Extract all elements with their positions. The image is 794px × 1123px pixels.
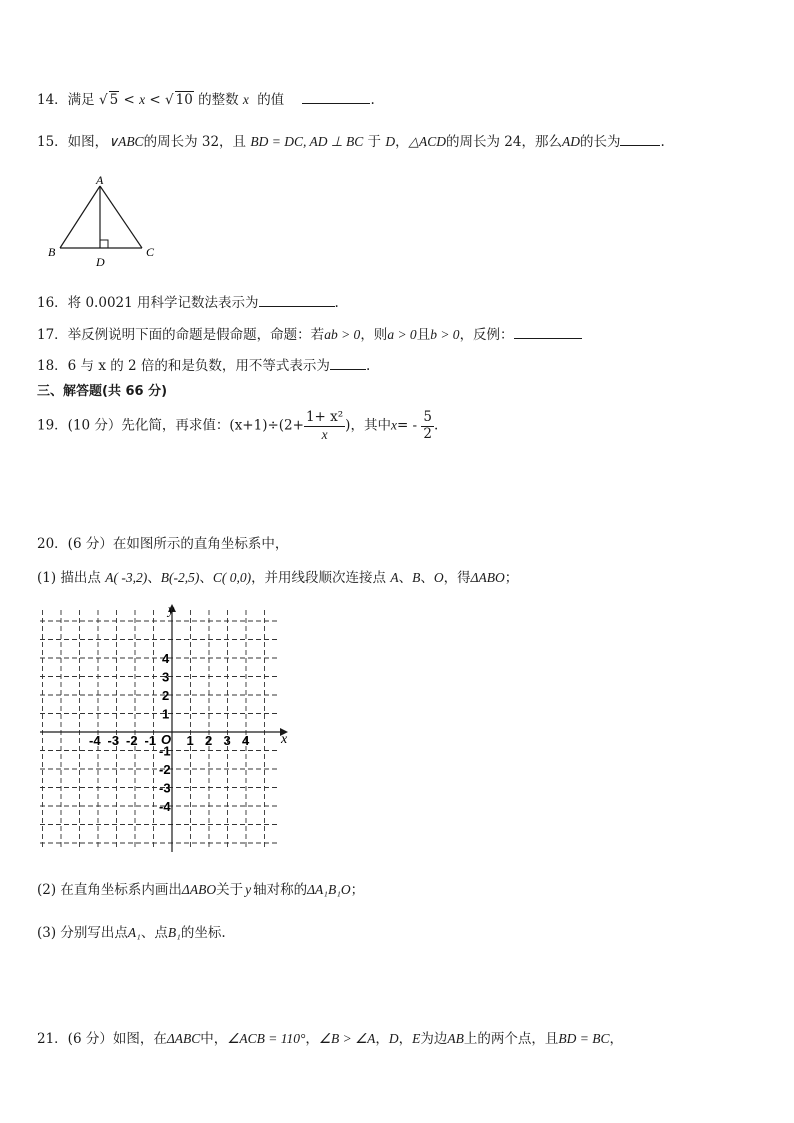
triangle-abo: ΔABO <box>181 882 217 897</box>
q21-text-4: ， <box>398 1031 413 1047</box>
q20-p2-end: ； <box>350 882 365 898</box>
x-tick-label: -1 <box>144 733 157 748</box>
coordinate-grid <box>40 602 295 852</box>
q19-val-num: 5 <box>423 409 433 425</box>
q16-answer-blank[interactable] <box>259 292 335 307</box>
q14-mid: 的整数 <box>198 92 239 108</box>
label-d: D <box>96 255 105 269</box>
label-a: A <box>96 173 104 187</box>
separator: 、 <box>147 570 161 586</box>
y-axis-ref: y <box>245 882 252 897</box>
q20-part-3 <box>37 921 226 941</box>
q20-p1-prefix: (1) 描出点 <box>37 570 101 586</box>
q14-lt1: < <box>123 92 135 108</box>
x-tick-label: -3 <box>107 733 120 748</box>
right-angle-mark <box>100 240 108 248</box>
q19-var: x <box>390 417 397 433</box>
q20-part-2 <box>37 878 364 898</box>
q17-answer-blank[interactable] <box>514 324 582 339</box>
q19-fraction <box>304 410 345 442</box>
q20-p3-end: 的坐标. <box>180 925 226 941</box>
q17-text-3: ，反例： <box>459 327 514 343</box>
q19-end: . <box>434 417 439 434</box>
point-e: E <box>412 1031 421 1046</box>
question-18 <box>37 354 370 374</box>
q15-prefix: 15．如图， <box>37 134 109 150</box>
q20-p2-prefix: (2) 在直角坐标系内画出 <box>37 882 182 898</box>
q14-end: . <box>370 92 375 108</box>
point-d: D <box>388 1031 399 1046</box>
x-tick-label: 2 <box>205 733 213 748</box>
y-tick-label: -3 <box>159 780 171 796</box>
axes <box>40 604 288 852</box>
q15-text-4: 的周长为 24，那么 <box>445 134 562 150</box>
point-c: C( 0,0) <box>212 570 252 585</box>
q19-frac-den: x <box>321 426 328 442</box>
q15-text-5: 的长为 <box>579 134 621 150</box>
q15-text-2: 于 <box>367 134 382 150</box>
q21-text-1: 中， <box>200 1031 228 1047</box>
sqrt-symbol: √ <box>165 92 174 108</box>
q14-sqrt-a: 5 <box>109 92 119 108</box>
point-b: B(-2,5) <box>160 570 200 585</box>
y-tick-label: 2 <box>162 688 170 703</box>
side-ac <box>100 186 142 248</box>
q16-text: 16．将 0.0021 用科学记数法表示为 <box>37 295 259 311</box>
condition-bd-bc: BD = BC <box>558 1031 610 1046</box>
q19-frac-num: 1+ x² <box>305 409 344 425</box>
x-tick-label: -4 <box>89 733 101 748</box>
y-tick-label: -4 <box>159 799 171 814</box>
x-tick-label: 3 <box>223 733 231 748</box>
q17-text-1: ，则 <box>360 327 388 343</box>
q15-point-d: D <box>385 134 396 149</box>
q19-eq: = - <box>396 417 418 434</box>
question-14 <box>37 88 375 108</box>
q19-value-fraction <box>421 410 434 442</box>
q20-p1-end2: ； <box>504 570 519 586</box>
y-tick-label: 1 <box>162 706 170 722</box>
y-tick-label: -1 <box>159 743 171 759</box>
section-title: 三、解答题(共 66 分) <box>37 384 168 399</box>
q14-var-x2: x <box>242 92 249 107</box>
q17-cond-2: a > 0 <box>387 327 417 342</box>
y-tick-label: 4 <box>162 651 170 666</box>
point-b1: B₁ <box>167 925 181 940</box>
question-16 <box>37 291 339 311</box>
q15-triangle: ∨ABC <box>108 134 144 149</box>
q15-answer-blank[interactable] <box>620 131 660 146</box>
q21-text-7: ， <box>609 1031 624 1047</box>
segment-ab: AB <box>447 1031 464 1046</box>
origin-label: O <box>161 732 172 747</box>
q19-expr-1: (x+1)÷(2+ <box>229 417 304 434</box>
label-o: O <box>433 570 444 585</box>
q14-suffix: 的值 <box>257 92 285 108</box>
point-a1: A₁ <box>127 925 141 940</box>
q14-answer-blank[interactable] <box>302 89 370 104</box>
q20-p3-prefix: (3) 分别写出点 <box>37 925 128 941</box>
q19-expr-2: )，其中 <box>345 417 391 434</box>
question-19 <box>37 410 438 442</box>
q19-val-den: 2 <box>423 425 433 442</box>
triangle-abo: ΔABO <box>470 570 505 585</box>
separator: 、 <box>398 570 413 586</box>
point-a: A( -3,2) <box>105 570 148 585</box>
question-20: 20．(6 分）在如图所示的直角坐标系中， <box>37 536 289 552</box>
q18-text: 18．6 与 x 的 2 倍的和是负数，用不等式表示为 <box>37 358 330 374</box>
q14-var-x: x <box>139 92 146 107</box>
x-axis-label: x <box>281 732 288 747</box>
q17-cond-3: b > 0 <box>430 327 460 342</box>
q20-p2-mid2: 轴对称的 <box>253 882 308 898</box>
angle-compare: ∠B > ∠A <box>318 1031 376 1046</box>
q15-text-3: ， <box>395 134 409 150</box>
question-21 <box>37 1027 623 1047</box>
separator: 、 <box>420 570 434 586</box>
triangle-figure <box>40 170 170 270</box>
y-tick-label: 3 <box>162 669 170 685</box>
q17-cond-1: ab > 0 <box>324 327 361 342</box>
grid-lines <box>40 610 280 850</box>
q15-triangle-acd: △ACD <box>408 134 446 149</box>
q15-condition: BD = DC, AD ⊥ BC <box>250 134 364 149</box>
q14-sqrt-b: 10 <box>175 92 193 108</box>
q17-text-2: 且 <box>416 327 431 343</box>
triangle-abc: ΔABC <box>166 1031 201 1046</box>
q16-end: . <box>334 295 339 311</box>
x-tick-label: 4 <box>242 733 250 748</box>
q20-p1-mid: ，并用线段顺次连接点 <box>251 570 387 586</box>
q20-p2-mid: 关于 <box>216 882 244 898</box>
q20-part-1 <box>37 566 518 586</box>
label-b: B <box>412 570 421 585</box>
y-tick-label: -2 <box>159 762 171 777</box>
x-tick-label: -2 <box>126 733 138 748</box>
q15-end: . <box>660 134 665 150</box>
q18-answer-blank[interactable] <box>330 355 366 370</box>
label-b: B <box>48 245 56 259</box>
label-a: A <box>390 570 399 585</box>
angle-acb: ∠ACB = 110° <box>227 1031 306 1046</box>
side-ab <box>60 186 100 248</box>
q15-text-1: 的周长为 32，且 <box>143 134 247 150</box>
q19-prefix: 19．(10 分）先化简，再求值： <box>37 417 230 434</box>
x-tick-label: 1 <box>186 733 194 748</box>
question-15 <box>37 130 665 150</box>
label-c: C <box>146 245 155 259</box>
q18-end: . <box>365 358 371 374</box>
q17-prefix: 17．举反例说明下面的命题是假命题，命题：若 <box>37 327 325 343</box>
q21-text-3: ， <box>375 1031 389 1047</box>
q21-text-6: 上的两个点，且 <box>463 1031 559 1047</box>
q21-text-5: 为边 <box>420 1031 448 1047</box>
separator: 、 <box>199 570 213 586</box>
sqrt-symbol: √ <box>98 92 108 108</box>
q20-p1-end: ，得 <box>443 570 471 586</box>
y-axis-label: y <box>168 603 175 618</box>
question-17 <box>37 323 582 343</box>
q20-p3-mid: 、点 <box>140 925 168 941</box>
q21-prefix: 21．(6 分）如图，在 <box>37 1031 167 1047</box>
q14-lt2: < <box>149 92 161 108</box>
triangle-a1b1o: ΔA₁B₁O <box>307 882 351 897</box>
q14-prefix: 14．满足 <box>37 92 95 108</box>
q15-ad: AD <box>561 134 580 149</box>
q21-text-2: ， <box>305 1031 319 1047</box>
